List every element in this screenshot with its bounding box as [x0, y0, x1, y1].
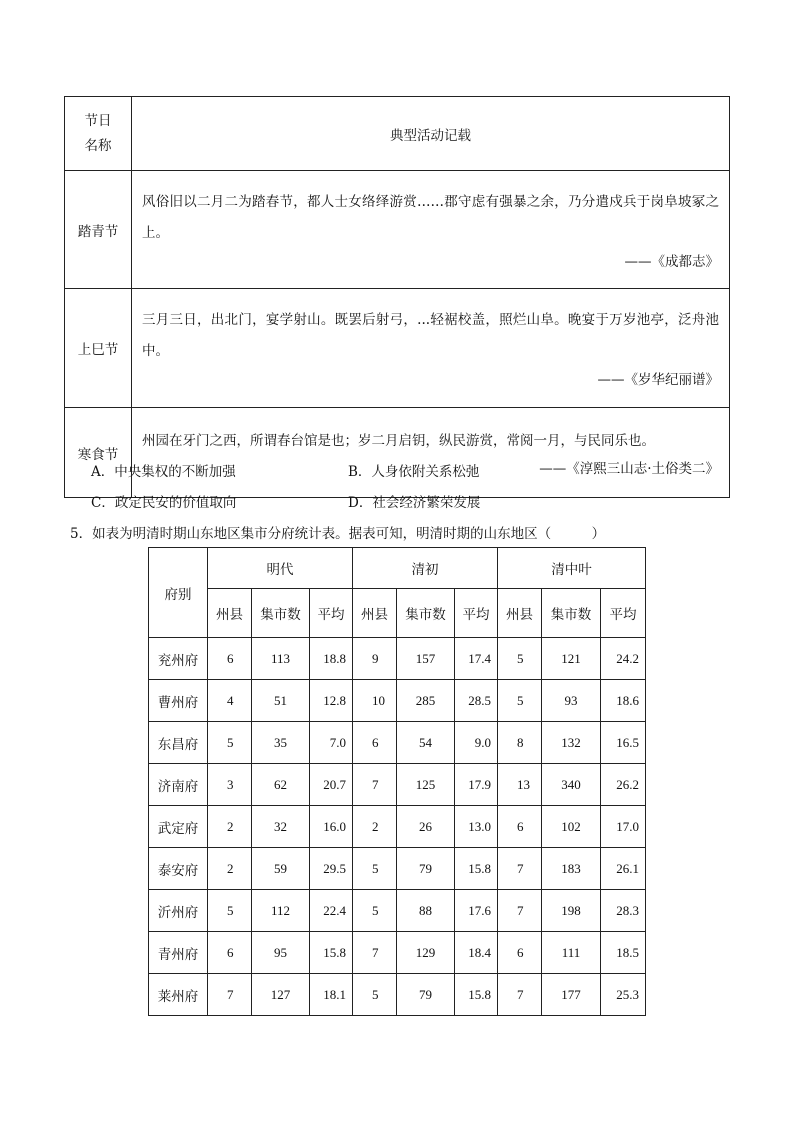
cell-counties: 5	[353, 974, 397, 1016]
cell-markets: 129	[397, 932, 455, 974]
cell-average: 22.4	[310, 890, 353, 932]
cell-average: 16.5	[601, 722, 646, 764]
prefecture-name: 兖州府	[149, 638, 208, 680]
cell-counties: 3	[208, 764, 252, 806]
table-row	[149, 806, 646, 848]
subheader-counties: 州县	[353, 589, 397, 638]
cell-average: 29.5	[310, 848, 353, 890]
table-row	[149, 974, 646, 1016]
cell-counties: 5	[498, 638, 542, 680]
cell-average: 24.2	[601, 638, 646, 680]
cell-markets: 93	[542, 680, 601, 722]
cell-counties: 5	[353, 890, 397, 932]
record-source: ——《岁华纪丽谱》	[597, 372, 719, 388]
cell-counties: 5	[353, 848, 397, 890]
cell-average: 18.1	[310, 974, 353, 1016]
cell-counties: 4	[208, 680, 252, 722]
cell-counties: 13	[498, 764, 542, 806]
cell-markets: 183	[542, 848, 601, 890]
record-source: ——《成都志》	[624, 253, 719, 270]
cell-markets: 35	[252, 722, 310, 764]
cell-average: 15.8	[310, 932, 353, 974]
table-row	[149, 680, 646, 722]
cell-markets: 62	[252, 764, 310, 806]
cell-average: 25.3	[601, 974, 646, 1016]
option-b[interactable]: B．人身依附关系松弛	[348, 464, 480, 480]
cell-markets: 59	[252, 848, 310, 890]
festival-row	[65, 171, 730, 289]
cell-counties: 2	[353, 806, 397, 848]
cell-markets: 32	[252, 806, 310, 848]
cell-counties: 10	[353, 680, 397, 722]
cell-counties: 5	[208, 890, 252, 932]
festival-record	[132, 408, 730, 498]
cell-markets: 102	[542, 806, 601, 848]
cell-markets: 121	[542, 638, 601, 680]
cell-counties: 6	[208, 932, 252, 974]
prefecture-name: 沂州府	[149, 890, 208, 932]
cell-average: 28.3	[601, 890, 646, 932]
subheader-average: 平均	[601, 589, 646, 638]
prefecture-name: 青州府	[149, 932, 208, 974]
cell-average: 16.0	[310, 806, 353, 848]
option-d[interactable]: D．社会经济繁荣发展	[348, 495, 481, 511]
cell-counties: 2	[208, 848, 252, 890]
header-period-early-qing: 清初	[353, 548, 498, 589]
cell-markets: 125	[397, 764, 455, 806]
cell-counties: 2	[208, 806, 252, 848]
festival-name: 上巳节	[65, 289, 132, 408]
header-record: 典型活动记载	[132, 97, 730, 171]
cell-counties: 8	[498, 722, 542, 764]
cell-counties: 6	[498, 806, 542, 848]
cell-counties: 9	[353, 638, 397, 680]
cell-markets: 51	[252, 680, 310, 722]
cell-average: 15.8	[455, 974, 498, 1016]
cell-markets: 88	[397, 890, 455, 932]
cell-average: 13.0	[455, 806, 498, 848]
cell-average: 7.0	[310, 722, 353, 764]
cell-markets: 95	[252, 932, 310, 974]
table-row	[149, 764, 646, 806]
option-a[interactable]: A．中央集权的不断加强	[91, 464, 236, 480]
subheader-average: 平均	[455, 589, 498, 638]
market-table	[148, 547, 646, 1016]
festival-name: 寒食节	[65, 408, 132, 498]
record-text: 州园在牙门之西，所谓春台馆是也；岁二月启钥，纵民游赏，常阅一月，与民同乐也。	[142, 432, 655, 449]
cell-counties: 7	[353, 764, 397, 806]
header-prefecture: 府别	[149, 548, 208, 638]
cell-counties: 7	[498, 848, 542, 890]
table-row	[149, 848, 646, 890]
cell-counties: 7	[498, 890, 542, 932]
cell-average: 18.8	[310, 638, 353, 680]
subheader-markets: 集市数	[397, 589, 455, 638]
market-header-row	[149, 548, 646, 589]
cell-counties: 6	[208, 638, 252, 680]
cell-average: 17.9	[455, 764, 498, 806]
cell-markets: 285	[397, 680, 455, 722]
table-row	[149, 932, 646, 974]
subheader-markets: 集市数	[252, 589, 310, 638]
market-table-body	[149, 638, 646, 1016]
festival-header-row	[65, 97, 730, 171]
cell-markets: 111	[542, 932, 601, 974]
cell-counties: 5	[498, 680, 542, 722]
question-5: 5．如表为明清时期山东地区集市分府统计表。据表可知，明清时期的山东地区（ ）	[70, 526, 606, 542]
cell-markets: 54	[397, 722, 455, 764]
cell-average: 17.6	[455, 890, 498, 932]
festival-row	[65, 289, 730, 408]
cell-average: 12.8	[310, 680, 353, 722]
subheader-average: 平均	[310, 589, 353, 638]
festival-name: 踏青节	[65, 171, 132, 289]
prefecture-name: 东昌府	[149, 722, 208, 764]
header-name-line2: 名称	[84, 137, 112, 154]
header-period-mid-qing: 清中叶	[498, 548, 646, 589]
cell-counties: 6	[498, 932, 542, 974]
prefecture-name: 武定府	[149, 806, 208, 848]
cell-markets: 132	[542, 722, 601, 764]
cell-average: 9.0	[455, 722, 498, 764]
cell-markets: 177	[542, 974, 601, 1016]
festival-record	[132, 171, 730, 289]
cell-counties: 7	[208, 974, 252, 1016]
cell-counties: 5	[208, 722, 252, 764]
cell-counties: 6	[353, 722, 397, 764]
cell-markets: 113	[252, 638, 310, 680]
cell-average: 26.2	[601, 764, 646, 806]
option-c[interactable]: C．政定民安的价值取向	[91, 495, 237, 511]
table-row	[149, 722, 646, 764]
subheader-markets: 集市数	[542, 589, 601, 638]
record-text: 风俗旧以二月二为踏春节，都人士女络绎游赏……郡守虑有强暴之余，乃分遣戍兵于岗阜坡冢之上。	[142, 193, 719, 241]
cell-average: 20.7	[310, 764, 353, 806]
cell-markets: 26	[397, 806, 455, 848]
cell-average: 17.4	[455, 638, 498, 680]
cell-markets: 340	[542, 764, 601, 806]
cell-markets: 79	[397, 974, 455, 1016]
cell-average: 17.0	[601, 806, 646, 848]
header-name-line1: 节日	[84, 112, 112, 129]
record-text: 三月三日，出北门，宴学射山。既罢后射弓，...轻裾校盖，照烂山阜。晚宴于万岁池亭，泛舟池中。	[142, 312, 719, 359]
cell-counties: 7	[353, 932, 397, 974]
cell-counties: 7	[498, 974, 542, 1016]
subheader-counties: 州县	[208, 589, 252, 638]
cell-average: 15.8	[455, 848, 498, 890]
festival-table	[64, 96, 730, 498]
cell-markets: 127	[252, 974, 310, 1016]
cell-average: 26.1	[601, 848, 646, 890]
prefecture-name: 莱州府	[149, 974, 208, 1016]
record-source: ——《淳熙三山志·土俗类二》	[539, 460, 719, 477]
cell-average: 18.4	[455, 932, 498, 974]
prefecture-name: 泰安府	[149, 848, 208, 890]
prefecture-name: 曹州府	[149, 680, 208, 722]
cell-markets: 79	[397, 848, 455, 890]
market-subheader-row	[149, 589, 646, 638]
festival-row	[65, 408, 730, 498]
festival-record	[132, 289, 730, 408]
header-period-ming: 明代	[208, 548, 353, 589]
cell-average: 18.5	[601, 932, 646, 974]
header-festival-name	[65, 97, 132, 171]
subheader-counties: 州县	[498, 589, 542, 638]
cell-average: 28.5	[455, 680, 498, 722]
table-row	[149, 638, 646, 680]
cell-markets: 112	[252, 890, 310, 932]
cell-markets: 157	[397, 638, 455, 680]
cell-markets: 198	[542, 890, 601, 932]
prefecture-name: 济南府	[149, 764, 208, 806]
cell-average: 18.6	[601, 680, 646, 722]
table-row	[149, 890, 646, 932]
